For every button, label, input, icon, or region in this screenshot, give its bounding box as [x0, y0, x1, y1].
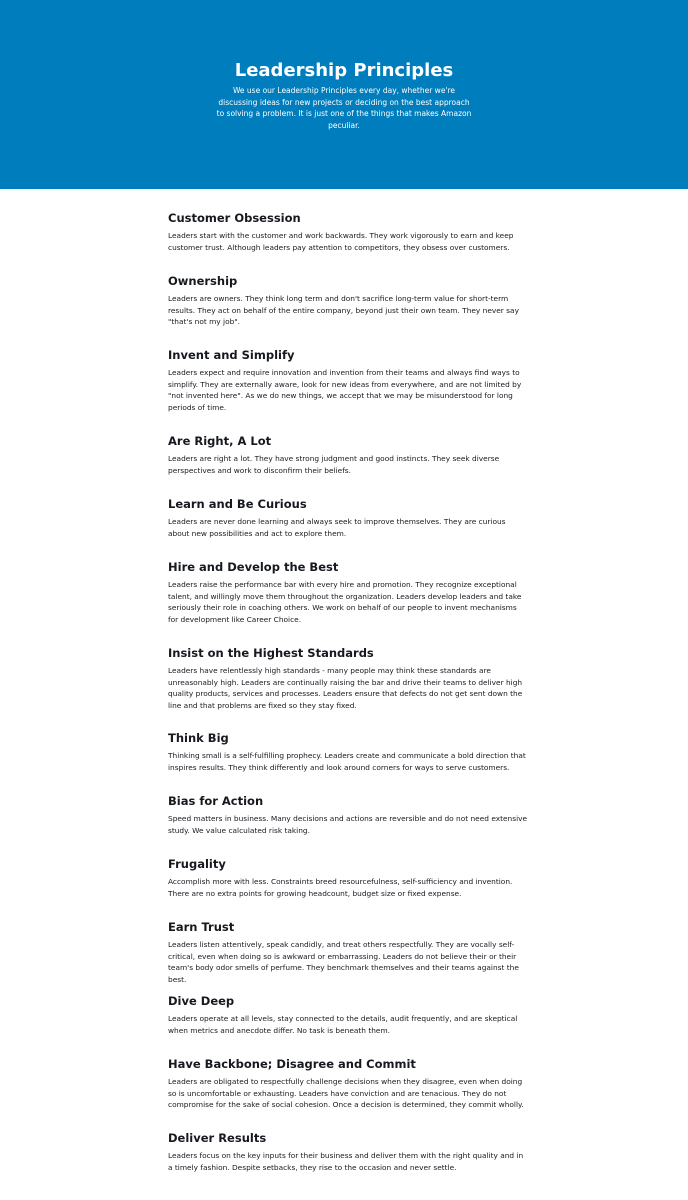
principle-title: Invent and Simplify	[168, 348, 295, 362]
principle-title: Think Big	[168, 731, 229, 745]
principle-title: Insist on the Highest Standards	[168, 646, 374, 660]
principle-text: Thinking small is a self-fulfilling prophecy. Leaders create and communicate a bold direction that inspires results. They think differently and look around corners for ways to serve customers.	[168, 751, 526, 772]
principle-have-backbone-disagree-and-commit	[168, 1057, 528, 1111]
principle-title: Are Right, A Lot	[168, 434, 272, 448]
hero-description: We use our Leadership Principles every day, whether we're discussing ideas for new projects or deciding on the best approach to solving a problem. It is just one of the things that makes Amazon peculiar.	[216, 86, 472, 130]
principle-think-big	[168, 731, 528, 773]
principle-bias-for-action	[168, 794, 528, 836]
principle-title: Deliver Results	[168, 1131, 267, 1145]
principle-frugality	[168, 857, 528, 899]
principle-ownership	[168, 274, 528, 328]
page-title: Leadership Principles	[234, 60, 454, 81]
principle-earn-trust	[168, 920, 528, 986]
principle-title: Have Backbone; Disagree and Commit	[168, 1057, 416, 1071]
principle-title: Hire and Develop the Best	[168, 560, 339, 574]
principle-text: Leaders expect and require innovation and invention from their teams and always find ways to simplify. They are externally aware, look for new ideas from everywhere, and are not limited by "not invented here". As we do new things, we accept that we may be misunderstood for long periods of time.	[168, 368, 522, 413]
principle-learn-and-be-curious	[168, 497, 528, 539]
principle-hire-and-develop-the-best	[168, 560, 528, 626]
principle-text: Leaders have relentlessly high standards - many people may think these standards are unreasonably high. Leaders are continually raising the bar and drive their teams to deliver high quality products, services and processes. Leaders ensure that defects do not get sent down the line and that problems are fixed so they stay fixed.	[168, 666, 523, 711]
principle-title: Ownership	[168, 274, 238, 288]
principle-text: Leaders focus on the key inputs for their business and deliver them with the right quality and in a timely fashion. Despite setbacks, they rise to the occasion and never settle.	[168, 1151, 524, 1172]
principle-customer-obsession	[168, 211, 528, 253]
principle-title: Bias for Action	[168, 794, 264, 808]
principle-text: Leaders are right a lot. They have strong judgment and good instincts. They seek diverse perspectives and work to disconfirm their beliefs.	[168, 454, 500, 475]
principle-title: Dive Deep	[168, 994, 235, 1008]
principle-text: Leaders raise the performance bar with every hire and promotion. They recognize exceptional talent, and willingly move them throughout the organization. Leaders develop leaders and take seriously their role in coaching others. We work on behalf of our people to invent mechanisms for development like Career Choice.	[168, 580, 522, 625]
principle-text: Leaders are never done learning and always seek to improve themselves. They are curious about new possibilities and act to explore them.	[168, 517, 506, 538]
principle-dive-deep	[168, 994, 528, 1036]
principle-text: Leaders start with the customer and work backwards. They work vigorously to earn and keep customer trust. Although leaders pay attention to competitors, they obsess over customers.	[168, 231, 514, 252]
principle-title: Earn Trust	[168, 920, 235, 934]
principle-text: Leaders are owners. They think long term and don't sacrifice long-term value for short-term results. They act on behalf of the entire company, beyond just their own team. They never say "that's not my job".	[168, 294, 519, 327]
principle-text: Leaders listen attentively, speak candidly, and treat others respectfully. They are vocally self-critical, even when doing so is awkward or embarrassing. Leaders do not believe their or their team's body odor smells of perfume. They benchmark themselves and their teams against the best.	[168, 940, 519, 985]
principle-invent-and-simplify	[168, 348, 528, 414]
principle-are-right-a-lot	[168, 434, 528, 476]
principle-title: Customer Obsession	[168, 211, 301, 225]
principle-deliver-results	[168, 1131, 528, 1173]
hero-banner	[0, 0, 688, 189]
principle-title: Learn and Be Curious	[168, 497, 307, 511]
principle-text: Accomplish more with less. Constraints breed resourcefulness, self-sufficiency and invention. There are no extra points for growing headcount, budget size or fixed expense.	[168, 877, 513, 898]
principle-text: Speed matters in business. Many decisions and actions are reversible and do not need extensive study. We value calculated risk taking.	[168, 814, 528, 835]
principle-insist-on-the-highest-standards	[168, 646, 528, 712]
principle-text: Leaders operate at all levels, stay connected to the details, audit frequently, and are skeptical when metrics and anecdote differ. No task is beneath them.	[168, 1014, 518, 1035]
principle-text: Leaders are obligated to respectfully challenge decisions when they disagree, even when doing so is uncomfortable or exhausting. Leaders have conviction and are tenacious. They do not compromise for the sake of social cohesion. Once a decision is determined, they commit wholly.	[168, 1077, 524, 1110]
principle-title: Frugality	[168, 857, 226, 871]
